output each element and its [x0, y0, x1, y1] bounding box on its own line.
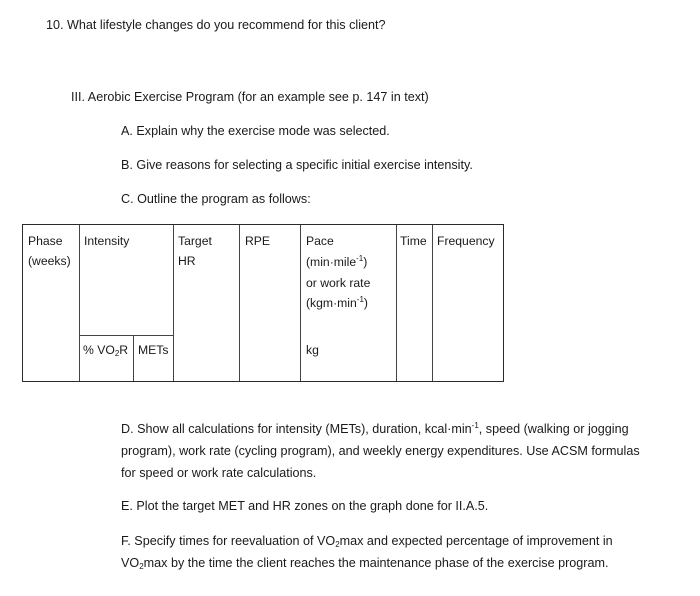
col-divider — [300, 225, 301, 381]
col-divider — [239, 225, 240, 381]
header-target: Target — [178, 234, 212, 248]
header-rpe: RPE — [245, 234, 271, 248]
section-heading: III. Aerobic Exercise Program (for an example see p. 147 in text) — [71, 90, 429, 104]
item-f: F. Specify times for reevaluation of $VO_2\max$ and expected percentage of improvement in $VO_2\max$ by the time the client reaches the maintenance phase of the exercise program. — [121, 534, 613, 571]
item-a: A. Explain why the exercise mode was selected. — [121, 124, 390, 138]
header-pace: Pace — [306, 234, 334, 248]
item-c: C. Outline the program as follows: — [121, 192, 311, 206]
col-divider — [79, 225, 80, 381]
col-divider — [396, 225, 397, 381]
subheader-vo2r: % $VO_2R$ — [83, 343, 129, 358]
header-target-hr: HR — [178, 254, 196, 268]
subheader-kg: kg — [306, 343, 319, 357]
header-work-rate-unit: $(kgm\cdot\min^{-1})$ — [306, 295, 368, 310]
item-b: B. Give reasons for selecting a specific initial exercise intensity. — [121, 158, 473, 172]
header-phase-weeks: (weeks) — [28, 254, 71, 268]
sub-col-divider — [133, 335, 134, 381]
item-e: E. Plot the target MET and HR zones on the graph done for II.A.5. — [121, 499, 489, 513]
header-work-rate: or work rate — [306, 276, 371, 290]
col-divider — [432, 225, 433, 381]
col-divider — [173, 225, 174, 381]
header-intensity: Intensity — [84, 234, 130, 248]
question-10: 10. What lifestyle changes do you recommend for this client? — [46, 18, 386, 32]
subheader-mets: METs — [138, 343, 169, 357]
header-pace-unit: (min·mile$^{-1}$) — [306, 254, 368, 269]
header-phase: Phase — [28, 234, 63, 248]
program-table — [22, 224, 504, 382]
item-d: D. Show all calculations for intensity (METs), duration, $kcal\cdot\min^{-1}$, speed (walking or jogging program), work rate (cycling program), and weekly energy expenditures. Use ACSM formulas for speed or work rate calculations. — [121, 421, 640, 480]
header-frequency: Frequency — [437, 234, 495, 248]
intensity-sub-divider — [79, 335, 173, 336]
header-time: Time — [400, 234, 427, 248]
